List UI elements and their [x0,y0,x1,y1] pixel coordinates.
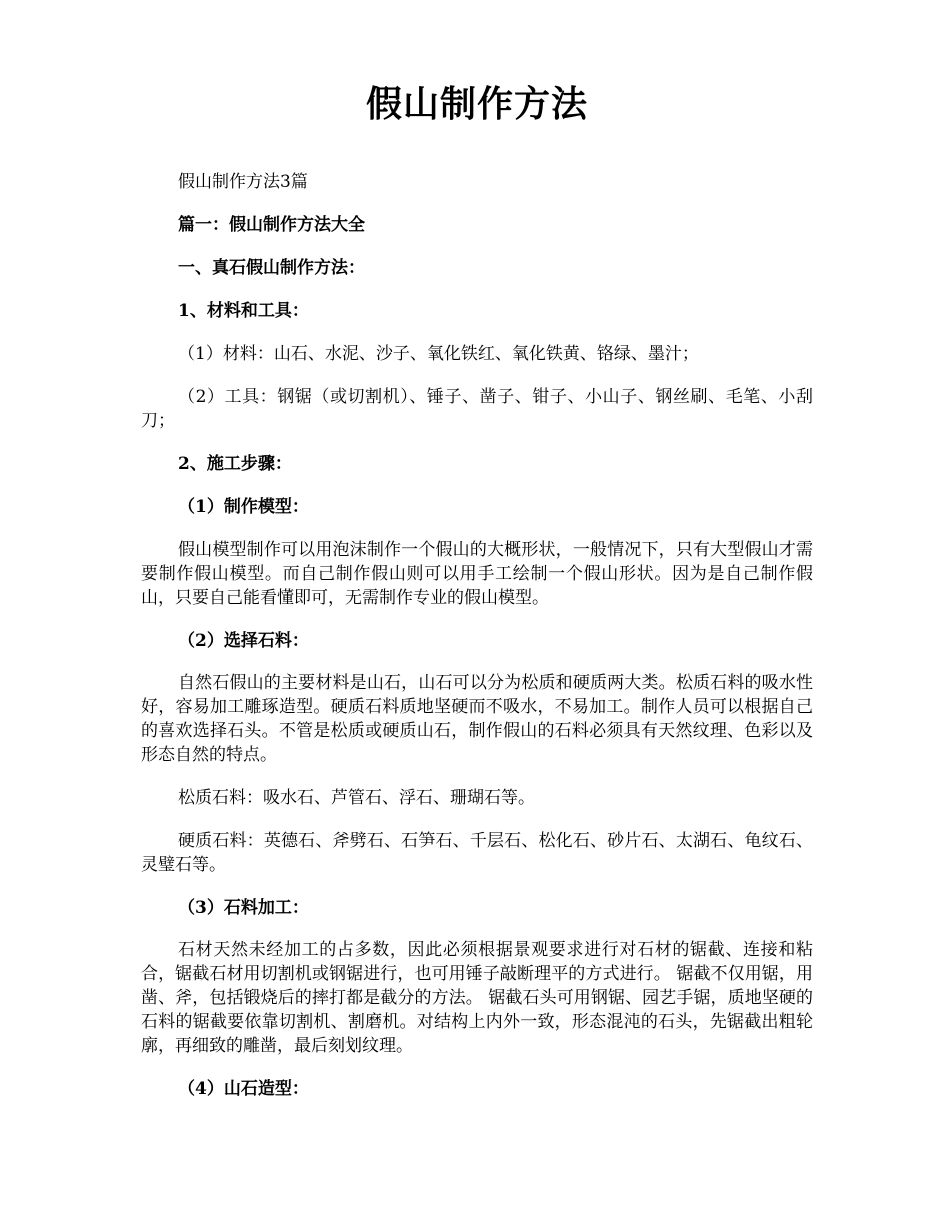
body-paragraph: 石材天然未经加工的占多数，因此必须根据景观要求进行对石材的锯截、连接和粘合，锯截石材用切割机或钢锯进行，也可用锤子敲断理平的方式进行。 锯截不仅用锯，用凿、斧，包括锻烧后的摔打都是截分的方法。 锯截石头可用钢锯、园艺手锯，质地坚硬的石料的锯截要依靠切割机、割磨机。对结构上内外一致，形态混沌的石头，先锯截出粗轮廓，再细致的雕凿，最后刻划纹理。 [141,940,813,1056]
section-heading: 一、真石假山制作方法： [178,258,365,278]
subsection-heading: 2、施工步骤： [178,454,292,474]
list-item: （1）材料：山石、水泥、沙子、氧化铁红、氧化铁黄、铬绿、墨汁； [178,344,699,364]
section-heading: 篇一：假山制作方法大全 [178,215,365,235]
subsection-heading: 1、材料和工具： [178,301,309,321]
document-title: 假山制作方法 [365,83,588,125]
step-heading: （2）选择石料： [178,631,309,651]
step-heading: （3）石料加工： [178,898,309,918]
body-paragraph: 假山模型制作可以用泡沫制作一个假山的大概形状，一般情况下，只有大型假山才需要制作假山模型。而自己制作假山则可以用手工绘制一个假山形状。因为是自己制作假山，只要自己能看懂即可，无需制作专业的假山模型。 [141,540,813,608]
body-paragraph: 硬质石料：英德石、斧劈石、石笋石、千层石、松化石、砂片石、太湖石、龟纹石、灵璧石等。 [141,831,813,875]
step-heading: （1）制作模型： [178,497,309,517]
body-paragraph: 松质石料：吸水石、芦管石、浮石、珊瑚石等。 [178,788,535,808]
subtitle-paragraph: 假山制作方法3篇 [178,172,308,192]
list-item: （2）工具：钢锯（或切割机）、锤子、凿子、钳子、小山子、钢丝刷、毛笔、小刮刀； [141,387,813,431]
body-paragraph: 自然石假山的主要材料是山石，山石可以分为松质和硬质两大类。松质石料的吸水性好，容易加工雕琢造型。硬质石料质地坚硬而不吸水，不易加工。制作人员可以根据自己的喜欢选择石头。不管是松质或硬质山石，制作假山的石料必须具有天然纹理、色彩以及形态自然的特点。 [141,673,813,765]
step-heading: （4）山石造型： [178,1079,309,1099]
